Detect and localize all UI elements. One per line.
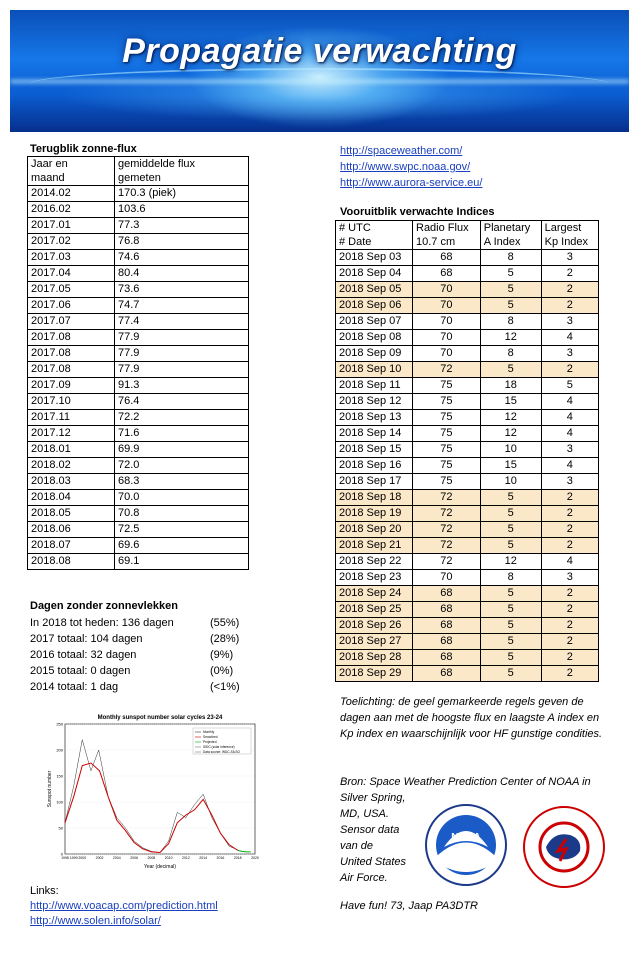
- indices-kp-index: 2: [541, 634, 598, 650]
- indices-date: 2018 Sep 15: [336, 442, 413, 458]
- flux-row: [28, 410, 249, 426]
- indices-a-index: 5: [480, 602, 541, 618]
- flux-row: [28, 250, 249, 266]
- flux-row: [28, 554, 249, 570]
- indices-kp-index: 4: [541, 426, 598, 442]
- nospot-percent: (9%): [210, 649, 234, 661]
- flux-value: 77.4: [115, 314, 249, 330]
- indices-date: 2018 Sep 16: [336, 458, 413, 474]
- flux-month: 2017.08: [28, 330, 115, 346]
- indices-row: [336, 346, 599, 362]
- flux-value: 71.6: [115, 426, 249, 442]
- indices-header-kp: Largest: [541, 221, 598, 236]
- indices-radio-flux: 68: [413, 586, 481, 602]
- sunspot-chart: [45, 710, 271, 870]
- flux-row: [28, 218, 249, 234]
- indices-table: [335, 220, 599, 682]
- indices-date: 2018 Sep 23: [336, 570, 413, 586]
- indices-a-index: 12: [480, 426, 541, 442]
- chart-y-tick: 200: [56, 747, 63, 753]
- flux-value: 103.6: [115, 202, 249, 218]
- note-text: Toelichting: de geel gemarkeerde regels geven de dagen aan met de hoogste flux en laagste A index en Kp index en waarschijnlijk voor HF gunstige condities.: [340, 696, 603, 740]
- flux-row: [28, 522, 249, 538]
- flux-month: 2017.11: [28, 410, 115, 426]
- indices-kp-index: 4: [541, 394, 598, 410]
- chart-x-tick: 2006: [130, 856, 138, 860]
- indices-date: 2018 Sep 08: [336, 330, 413, 346]
- indices-kp-index: 2: [541, 490, 598, 506]
- flux-row: [28, 234, 249, 250]
- flux-month: 2018.05: [28, 506, 115, 522]
- flux-month: 2017.10: [28, 394, 115, 410]
- indices-date: 2018 Sep 04: [336, 266, 413, 282]
- chart-x-tick: 2008: [147, 856, 156, 860]
- indices-header-a-line2: A Index: [480, 235, 541, 250]
- indices-kp-index: 4: [541, 330, 598, 346]
- links-bottom: [30, 884, 218, 929]
- chart-y-tick: 250: [56, 721, 63, 727]
- indices-row: [336, 266, 599, 282]
- chart-xlabel: Year (decimal): [143, 864, 177, 870]
- indices-date: 2018 Sep 11: [336, 378, 413, 394]
- indices-kp-index: 2: [541, 362, 598, 378]
- indices-header-flux: Radio Flux: [413, 221, 481, 236]
- indices-row-highlighted: [336, 650, 599, 666]
- indices-row: [336, 378, 599, 394]
- nospot-row: [30, 615, 240, 631]
- nospot-label: 2015 totaal: 0 dagen: [30, 665, 131, 677]
- agency-logos: [424, 795, 614, 895]
- indices-radio-flux: 70: [413, 330, 481, 346]
- indices-header-row-2: [336, 235, 599, 250]
- indices-date: 2018 Sep 03: [336, 250, 413, 266]
- indices-row-highlighted: [336, 586, 599, 602]
- indices-date: 2018 Sep 20: [336, 522, 413, 538]
- indices-radio-flux: 70: [413, 282, 481, 298]
- source-line: United States: [340, 856, 407, 868]
- nospot-percent: (<1%): [210, 681, 240, 693]
- indices-date: 2018 Sep 05: [336, 282, 413, 298]
- flux-value: 69.1: [115, 554, 249, 570]
- chart-legend-entry: Monthly: [203, 730, 215, 734]
- flux-month: 2018.03: [28, 474, 115, 490]
- source-line1: Bron: Space Weather Prediction Center of NOAA in: [340, 776, 591, 788]
- flux-header-col2: gemiddelde flux: [115, 157, 249, 172]
- indices-a-index: 5: [480, 282, 541, 298]
- source-line: MD, USA.: [340, 808, 389, 820]
- indices-radio-flux: 75: [413, 474, 481, 490]
- flux-month: 2017.12: [28, 426, 115, 442]
- nospot-label: 2014 totaal: 1 dag: [30, 681, 119, 693]
- indices-a-index: 10: [480, 474, 541, 490]
- indices-kp-index: 3: [541, 346, 598, 362]
- source-rest: [340, 790, 420, 886]
- chart-legend-entry: Data source: WDC-SILSO: [203, 750, 241, 754]
- nospot-row: [30, 647, 234, 663]
- indices-radio-flux: 68: [413, 666, 481, 682]
- flux-row: [28, 474, 249, 490]
- flux-header-row-2: [28, 171, 249, 186]
- flux-value: 72.0: [115, 458, 249, 474]
- flux-month: 2017.08: [28, 346, 115, 362]
- indices-date: 2018 Sep 18: [336, 490, 413, 506]
- flux-month: 2014.02: [28, 186, 115, 202]
- source-line: van de: [340, 840, 374, 852]
- nws-logo: [524, 807, 604, 887]
- chart-ylabel: Sunspot number: [47, 770, 53, 808]
- flux-value: 76.8: [115, 234, 249, 250]
- flux-month: 2018.01: [28, 442, 115, 458]
- indices-row: [336, 314, 599, 330]
- flux-month: 2017.02: [28, 234, 115, 250]
- flux-value: 91.3: [115, 378, 249, 394]
- flux-row: [28, 298, 249, 314]
- indices-row: [336, 410, 599, 426]
- flux-header-col1-line2: maand: [28, 171, 115, 186]
- indices-date: 2018 Sep 19: [336, 506, 413, 522]
- indices-row: [336, 426, 599, 442]
- flux-row: [28, 538, 249, 554]
- chart-x-tick: 1999: [69, 856, 78, 860]
- indices-radio-flux: 72: [413, 506, 481, 522]
- indices-row-highlighted: [336, 634, 599, 650]
- chart-x-tick: 2004: [112, 856, 121, 860]
- page-title: Propagatie verwachting: [122, 32, 517, 70]
- indices-date: 2018 Sep 28: [336, 650, 413, 666]
- indices-row-highlighted: [336, 666, 599, 682]
- nospot-list: [30, 615, 240, 695]
- flux-value: 77.9: [115, 330, 249, 346]
- indices-kp-index: 2: [541, 538, 598, 554]
- indices-date: 2018 Sep 12: [336, 394, 413, 410]
- indices-radio-flux: 72: [413, 522, 481, 538]
- chart-legend-entry: SIDC (solar inference): [203, 745, 235, 749]
- flux-month: 2017.08: [28, 362, 115, 378]
- indices-row-highlighted: [336, 506, 599, 522]
- chart-x-tick: 2014: [199, 856, 208, 860]
- indices-radio-flux: 68: [413, 650, 481, 666]
- indices-date: 2018 Sep 24: [336, 586, 413, 602]
- indices-radio-flux: 68: [413, 634, 481, 650]
- indices-header-kp-line2: Kp Index: [541, 235, 598, 250]
- indices-a-index: 10: [480, 442, 541, 458]
- chart-x-tick: 2016: [216, 856, 225, 860]
- indices-row-highlighted: [336, 602, 599, 618]
- indices-header-flux-line2: 10.7 cm: [413, 235, 481, 250]
- flux-row: [28, 282, 249, 298]
- chart-legend-entry: Smoothed: [203, 735, 218, 739]
- indices-radio-flux: 72: [413, 538, 481, 554]
- indices-kp-index: 2: [541, 266, 598, 282]
- indices-a-index: 5: [480, 490, 541, 506]
- indices-radio-flux: 68: [413, 250, 481, 266]
- indices-radio-flux: 70: [413, 314, 481, 330]
- indices-date: 2018 Sep 17: [336, 474, 413, 490]
- flux-value: 69.9: [115, 442, 249, 458]
- flux-row: [28, 426, 249, 442]
- indices-kp-index: 2: [541, 618, 598, 634]
- indices-a-index: 12: [480, 330, 541, 346]
- flux-header-row: [28, 157, 249, 172]
- nospot-row: [30, 679, 240, 695]
- indices-row-highlighted: [336, 538, 599, 554]
- chart-legend-entry: Projected: [203, 740, 217, 744]
- indices-row-highlighted: [336, 490, 599, 506]
- noaa-logo: [426, 805, 506, 885]
- flux-row: [28, 266, 249, 282]
- indices-a-index: 8: [480, 570, 541, 586]
- flux-row: [28, 394, 249, 410]
- indices-date: 2018 Sep 06: [336, 298, 413, 314]
- indices-kp-index: 5: [541, 378, 598, 394]
- flux-value: 69.6: [115, 538, 249, 554]
- header-banner: [10, 10, 629, 132]
- indices-radio-flux: 75: [413, 378, 481, 394]
- flux-row: [28, 202, 249, 218]
- indices-kp-index: 4: [541, 458, 598, 474]
- indices-a-index: 5: [480, 362, 541, 378]
- flux-row: [28, 458, 249, 474]
- nospot-row: [30, 663, 234, 679]
- indices-header-date: # UTC: [336, 221, 413, 236]
- noaa-logo-text: NOAA: [451, 832, 481, 843]
- indices-kp-index: 3: [541, 250, 598, 266]
- indices-row: [336, 250, 599, 266]
- indices-a-index: 5: [480, 586, 541, 602]
- indices-kp-index: 3: [541, 474, 598, 490]
- links-top: [340, 143, 482, 191]
- flux-value: 74.6: [115, 250, 249, 266]
- indices-kp-index: 2: [541, 650, 598, 666]
- flux-month: 2017.07: [28, 314, 115, 330]
- flux-title: Terugblik zonne-flux: [30, 143, 137, 155]
- chart-x-tick: 1998: [61, 856, 69, 860]
- source-line: Silver Spring,: [340, 792, 406, 804]
- chart-x-tick: 2002: [95, 856, 104, 860]
- indices-kp-index: 4: [541, 410, 598, 426]
- indices-a-index: 12: [480, 410, 541, 426]
- indices-radio-flux: 68: [413, 602, 481, 618]
- nospot-label: 2017 totaal: 104 dagen: [30, 633, 143, 645]
- indices-kp-index: 2: [541, 282, 598, 298]
- flux-row: [28, 490, 249, 506]
- nospot-percent: (28%): [210, 633, 240, 645]
- flux-month: 2016.02: [28, 202, 115, 218]
- indices-radio-flux: 72: [413, 490, 481, 506]
- indices-radio-flux: 68: [413, 266, 481, 282]
- indices-row-highlighted: [336, 362, 599, 378]
- indices-a-index: 18: [480, 378, 541, 394]
- indices-kp-index: 4: [541, 554, 598, 570]
- chart-y-tick: 0: [60, 851, 63, 857]
- indices-date: 2018 Sep 07: [336, 314, 413, 330]
- indices-date: 2018 Sep 14: [336, 426, 413, 442]
- flux-value: 70.0: [115, 490, 249, 506]
- flux-month: 2017.05: [28, 282, 115, 298]
- flux-header-col2-line2: gemeten: [115, 171, 249, 186]
- indices-date: 2018 Sep 22: [336, 554, 413, 570]
- signoff: Have fun! 73, Jaap PA3DTR: [340, 900, 478, 912]
- flux-month: 2017.06: [28, 298, 115, 314]
- nospot-percent: (0%): [210, 665, 234, 677]
- flux-month: 2017.03: [28, 250, 115, 266]
- indices-date: 2018 Sep 21: [336, 538, 413, 554]
- indices-kp-index: 2: [541, 602, 598, 618]
- indices-a-index: 5: [480, 506, 541, 522]
- indices-row: [336, 330, 599, 346]
- indices-kp-index: 2: [541, 506, 598, 522]
- flux-value: 68.3: [115, 474, 249, 490]
- indices-header-date-line2: # Date: [336, 235, 413, 250]
- flux-value: 76.4: [115, 394, 249, 410]
- indices-a-index: 8: [480, 346, 541, 362]
- indices-header-a: Planetary: [480, 221, 541, 236]
- source-line: Sensor data: [340, 824, 400, 836]
- indices-date: 2018 Sep 09: [336, 346, 413, 362]
- flux-row: [28, 314, 249, 330]
- indices-a-index: 5: [480, 634, 541, 650]
- indices-a-index: 5: [480, 266, 541, 282]
- flux-table: [27, 156, 249, 570]
- indices-radio-flux: 75: [413, 426, 481, 442]
- indices-kp-index: 2: [541, 666, 598, 682]
- external-link[interactable]: http://www.voacap.com/prediction.html: [30, 900, 218, 912]
- indices-row-highlighted: [336, 522, 599, 538]
- flux-month: 2017.04: [28, 266, 115, 282]
- external-link[interactable]: http://www.aurora-service.eu/: [340, 177, 483, 189]
- flux-value: 72.2: [115, 410, 249, 426]
- indices-radio-flux: 72: [413, 362, 481, 378]
- flux-value: 77.9: [115, 362, 249, 378]
- flux-value: 170.3 (piek): [115, 186, 249, 202]
- indices-date: 2018 Sep 10: [336, 362, 413, 378]
- flux-row: [28, 442, 249, 458]
- indices-a-index: 5: [480, 298, 541, 314]
- indices-row-highlighted: [336, 618, 599, 634]
- flux-value: 70.8: [115, 506, 249, 522]
- source-line: Air Force.: [340, 872, 388, 884]
- indices-row: [336, 554, 599, 570]
- indices-radio-flux: 68: [413, 618, 481, 634]
- chart-x-tick: 2012: [182, 856, 190, 860]
- indices-kp-index: 3: [541, 314, 598, 330]
- flux-row: [28, 362, 249, 378]
- indices-row-highlighted: [336, 298, 599, 314]
- links-bottom-list: [30, 899, 218, 929]
- indices-radio-flux: 70: [413, 298, 481, 314]
- indices-kp-index: 3: [541, 570, 598, 586]
- links-label: Links:: [30, 885, 59, 897]
- flux-value: 73.6: [115, 282, 249, 298]
- chart-y-tick: 50: [58, 825, 63, 831]
- indices-a-index: 5: [480, 666, 541, 682]
- indices-radio-flux: 70: [413, 570, 481, 586]
- flux-row: [28, 346, 249, 362]
- indices-a-index: 5: [480, 618, 541, 634]
- indices-radio-flux: 75: [413, 410, 481, 426]
- indices-a-index: 5: [480, 538, 541, 554]
- indices-radio-flux: 72: [413, 554, 481, 570]
- chart-x-tick: 2018: [233, 856, 242, 860]
- nospot-title: Dagen zonder zonnevlekken: [30, 600, 178, 612]
- flux-row: [28, 378, 249, 394]
- external-link[interactable]: http://www.swpc.noaa.gov/: [340, 161, 471, 173]
- indices-row: [336, 474, 599, 490]
- flux-value: 72.5: [115, 522, 249, 538]
- indices-kp-index: 2: [541, 586, 598, 602]
- chart-title: Monthly sunspot number solar cycles 23-24: [97, 715, 223, 721]
- indices-a-index: 15: [480, 458, 541, 474]
- indices-kp-index: 3: [541, 442, 598, 458]
- flux-value: 77.3: [115, 218, 249, 234]
- flux-month: 2017.09: [28, 378, 115, 394]
- flux-row: [28, 330, 249, 346]
- chart-x-tick: 2010: [164, 856, 173, 860]
- flux-row: [28, 506, 249, 522]
- indices-a-index: 8: [480, 250, 541, 266]
- indices-row-highlighted: [336, 282, 599, 298]
- indices-a-index: 15: [480, 394, 541, 410]
- flux-month: 2018.04: [28, 490, 115, 506]
- nospot-label: 2016 totaal: 32 dagen: [30, 649, 137, 661]
- external-link[interactable]: http://spaceweather.com/: [340, 145, 463, 157]
- flux-month: 2018.06: [28, 522, 115, 538]
- indices-header-row: [336, 221, 599, 236]
- chart-y-tick: 100: [56, 799, 63, 805]
- chart-x-tick: 2020: [251, 856, 259, 860]
- indices-radio-flux: 75: [413, 394, 481, 410]
- banner-glow: [10, 80, 629, 83]
- indices-radio-flux: 75: [413, 458, 481, 474]
- banner-wave: [30, 68, 609, 100]
- flux-month: 2018.02: [28, 458, 115, 474]
- indices-date: 2018 Sep 26: [336, 618, 413, 634]
- indices-date: 2018 Sep 27: [336, 634, 413, 650]
- indices-a-index: 12: [480, 554, 541, 570]
- chart-y-tick: 150: [56, 773, 63, 779]
- external-link[interactable]: http://www.solen.info/solar/: [30, 915, 161, 927]
- indices-a-index: 5: [480, 650, 541, 666]
- flux-value: 80.4: [115, 266, 249, 282]
- flux-month: 2017.01: [28, 218, 115, 234]
- flux-month: 2018.08: [28, 554, 115, 570]
- nospot-row: [30, 631, 240, 647]
- indices-a-index: 5: [480, 522, 541, 538]
- flux-value: 77.9: [115, 346, 249, 362]
- indices-title: Vooruitblik verwachte Indices: [340, 206, 495, 218]
- indices-date: 2018 Sep 29: [336, 666, 413, 682]
- flux-value: 74.7: [115, 298, 249, 314]
- indices-radio-flux: 70: [413, 346, 481, 362]
- indices-row: [336, 394, 599, 410]
- flux-month: 2018.07: [28, 538, 115, 554]
- indices-kp-index: 2: [541, 522, 598, 538]
- indices-a-index: 8: [480, 314, 541, 330]
- indices-row: [336, 458, 599, 474]
- flux-row: [28, 186, 249, 202]
- nospot-label: In 2018 tot heden: 136 dagen: [30, 617, 174, 629]
- nospot-percent: (55%): [210, 617, 240, 629]
- indices-date: 2018 Sep 13: [336, 410, 413, 426]
- indices-row: [336, 570, 599, 586]
- indices-kp-index: 2: [541, 298, 598, 314]
- indices-date: 2018 Sep 25: [336, 602, 413, 618]
- indices-radio-flux: 75: [413, 442, 481, 458]
- flux-header-col1: Jaar en: [28, 157, 115, 172]
- indices-row: [336, 442, 599, 458]
- chart-x-tick: 2000: [78, 856, 87, 860]
